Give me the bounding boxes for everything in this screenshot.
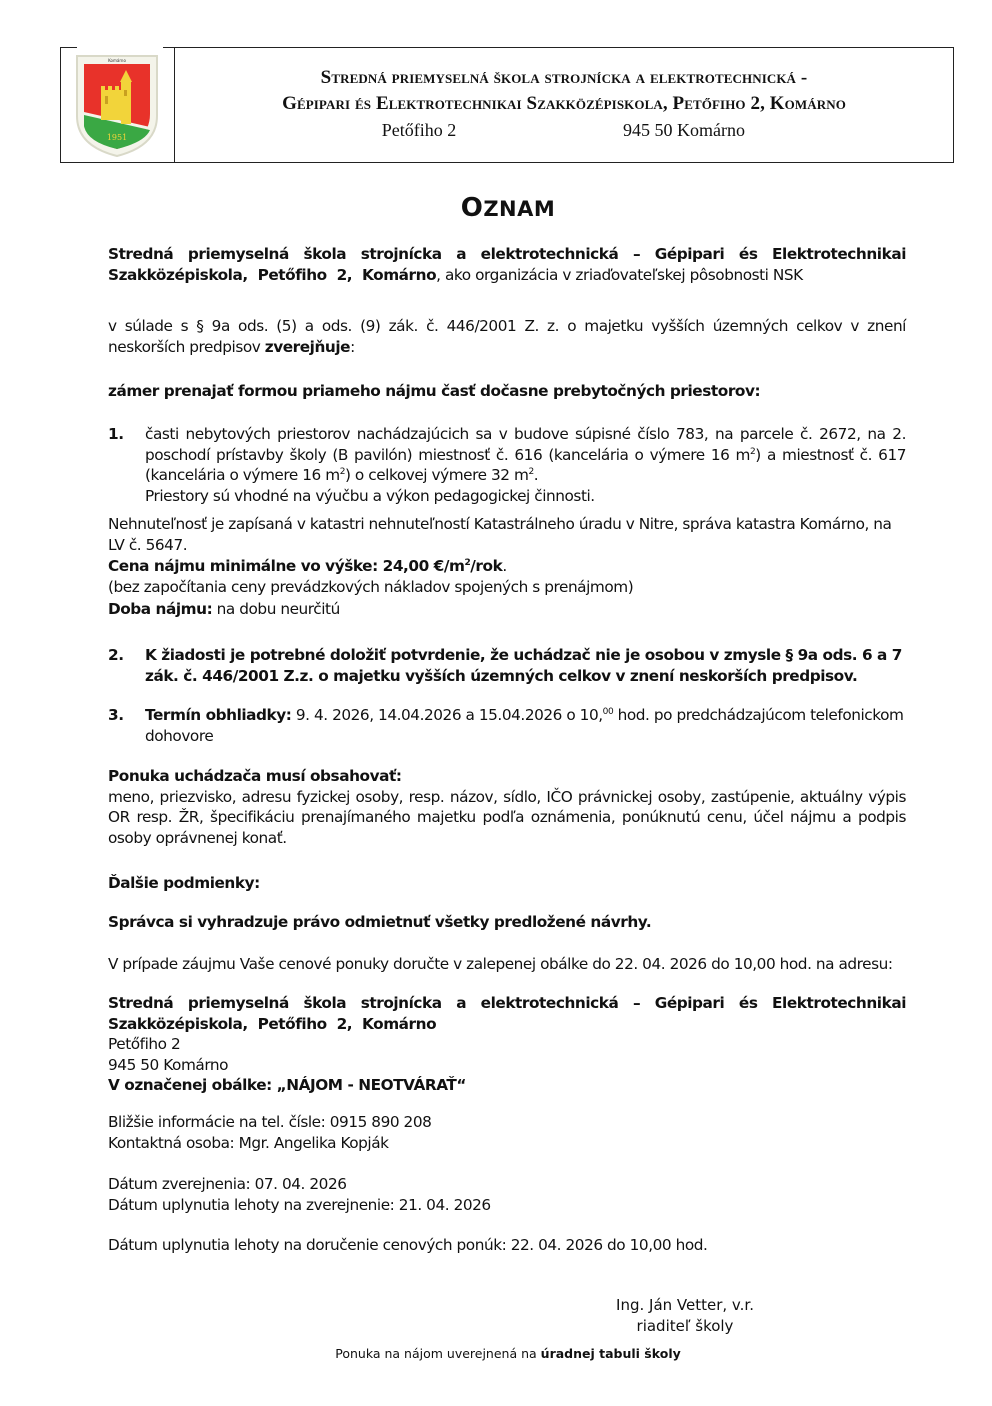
inspection-label: Termín obhliadky: [145,706,292,724]
list-item-2 [108,645,906,686]
organization-name: Stredná priemyselná škola strojnícka a elektrotechnická – Gépipari és Elektrotechnikai Szakközépiskola, Petőfiho 2, Komárno [108,245,906,284]
delivery-address [108,993,906,1096]
page-title [0,193,992,223]
address-street: Petőfiho 2 [108,1035,181,1053]
rent-price-unit: /rok [470,557,503,575]
rent-duration-label: Doba nájmu: [108,600,213,618]
offer-text: meno, priezvisko, adresu fyzickej osoby, resp. názov, sídlo, IČO právnickej osoby, zastúpenie, aktuálny výpis OR resp. ŽR, špecifikáciu prenajímaného majetku podľa oznámenia, ponúknutú cenu, účel nájmu a podpis osoby oprávnenej konať. [108,787,906,847]
date-published: Dátum zverejnenia: 07. 04. 2026 [108,1175,347,1193]
address-org: Stredná priemyselná škola strojnícka a elektrotechnická – Gépipari és Elektrotechnikai Szakközépiskola, Petőfiho 2, Komárno [108,994,906,1033]
price-note: (bez započítania ceny prevádzkových nákladov spojených s prenájmom) [108,577,634,596]
rent-duration-value: na dobu neurčitú [212,600,340,618]
conditions-heading: Ďalšie podmienky: [108,874,260,892]
cadastre-text: Nehnuteľnosť je zapísaná v katastri nehnuteľností Katastrálneho úradu v Nitre, správa katastra Komárno, na LV č. 5647. [108,515,892,554]
envelope-label: V označenej obálke: „NÁJOM - NEOTVÁRAŤ“ [108,1076,466,1094]
item-2-text: K žiadosti je potrebné doložiť potvrdenie, že uchádzač nie je osobou v zmysle § 9a ods. 6 a 7 zák. č. 446/2001 Z.z. o majetku vyšších územných celkov v znení neskorších predpisov. [145,646,902,685]
item-3-text [145,705,906,746]
footer-text: Ponuka na nájom uverejnená na [335,1346,541,1361]
title-initial: O [460,193,484,223]
organization-status: , ako organizácia v zriaďovateľskej pôsobnosti NSK [436,265,803,284]
school-name-sk: Stredná priemyselná škola strojnícka a elektrotechnická - [320,67,808,88]
inspection-tail: hod. po predchádzajúcom telefonickom dohovore [145,706,904,745]
legal-basis [108,316,906,357]
contact-person: Kontaktná osoba: Mgr. Angelika Kopják [108,1133,389,1152]
contact-phone: Bližšie informácie na tel. čísle: 0915 890 208 [108,1113,432,1131]
item-number: 1. [108,425,124,443]
school-name-hu: Gépipari és Elektrotechnikai Szakközépiskola, Petőfiho 2, Komárno [282,93,846,114]
list-item-3 [108,705,906,746]
item-1-part-b: ) a miestnosť č. 617 (kancelária o výmere 16 m [145,445,907,484]
logo-top-text: Komárno [108,58,126,63]
superscript: 2 [750,446,756,457]
logo-cell [61,48,175,162]
reserve-right: Správca si vyhradzuje právo odmietnuť všetky predložené návrhy. [108,913,652,931]
school-street: Petőfiho 2 [381,120,457,140]
offer-requirements [108,766,906,848]
inspection-dates: 9. 4. 2026, 14.04.2026 a 15.04.2026 o 10, [291,706,603,724]
item-1-note: Priestory sú vhodné na výučbu a výkon pedagogickej činnosti. [145,486,595,505]
title-rest: ZNAM [483,197,556,221]
item-number: 3. [108,706,124,724]
signatory-role: riaditeľ školy [636,1317,734,1335]
superscript: 2 [464,558,471,568]
publication-dates [108,1174,906,1215]
school-city: 945 50 Komárno [623,120,745,140]
publishes-keyword: zverejňuje [264,337,351,356]
date-expiry: Dátum uplynutia lehoty na zverejnenie: 21. 04. 2026 [108,1195,491,1214]
superscript: 2 [528,467,534,477]
superscript: 2 [339,467,345,477]
legal-text: v súlade s § 9a ods. (5) a ods. (9) zák. č. 446/2001 Z. z. o majetku vyšších územných celkov v znení neskorších predpisov [108,317,906,356]
school-address [175,117,953,143]
rent-price-label: Cena nájmu minimálne vo výške: 24,00 €/m [108,557,465,575]
delivery-instructions: V prípade záujmu Vaše cenové ponuky doručte v zalepenej obálke do 22. 04. 2026 do 10,00 hod. na adresu: [108,955,893,973]
rent-price-tail: . [502,557,507,575]
footer-bold: úradnej tabuli školy [540,1346,681,1361]
offer-deadline: Dátum uplynutia lehoty na doručenie cenových ponúk: 22. 04. 2026 do 10,00 hod. [108,1236,708,1254]
item-1-part-c: ) o celkovej výmere 32 m [344,466,529,484]
contact-info [108,1112,906,1153]
signatory-name: Ing. Ján Vetter, v.r. [616,1296,754,1314]
school-crest-logo [75,54,159,158]
item-1-text [145,424,906,486]
legal-tail: : [350,337,355,356]
item-1-part-a: časti nebytových priestorov nachádzajúcich sa v budove súpisné číslo 783, na parcele č. 2672, na 2. poschodí prístavby školy (B pavilón) miestnosť č. 616 (kancelária o výmere 16 m [145,425,906,464]
logo-year: 1951 [106,133,128,142]
superscript: 00 [602,707,614,717]
offer-heading: Ponuka uchádzača musí obsahovať: [108,767,402,785]
item-number: 2. [108,646,124,664]
signature-block [600,1295,770,1337]
address-city: 945 50 Komárno [108,1055,229,1074]
rent-price [108,556,906,577]
rent-duration [108,599,906,620]
item-1-part-d: . [533,466,539,484]
footer-note [0,1346,992,1361]
list-item-1 [108,424,906,506]
intro-paragraph [108,244,906,285]
property-info [108,514,906,620]
letterhead-text [175,48,953,162]
intent-heading: zámer prenajať formou priameho nájmu časť dočasne prebytočných priestorov: [108,382,761,400]
letterhead [60,47,954,163]
